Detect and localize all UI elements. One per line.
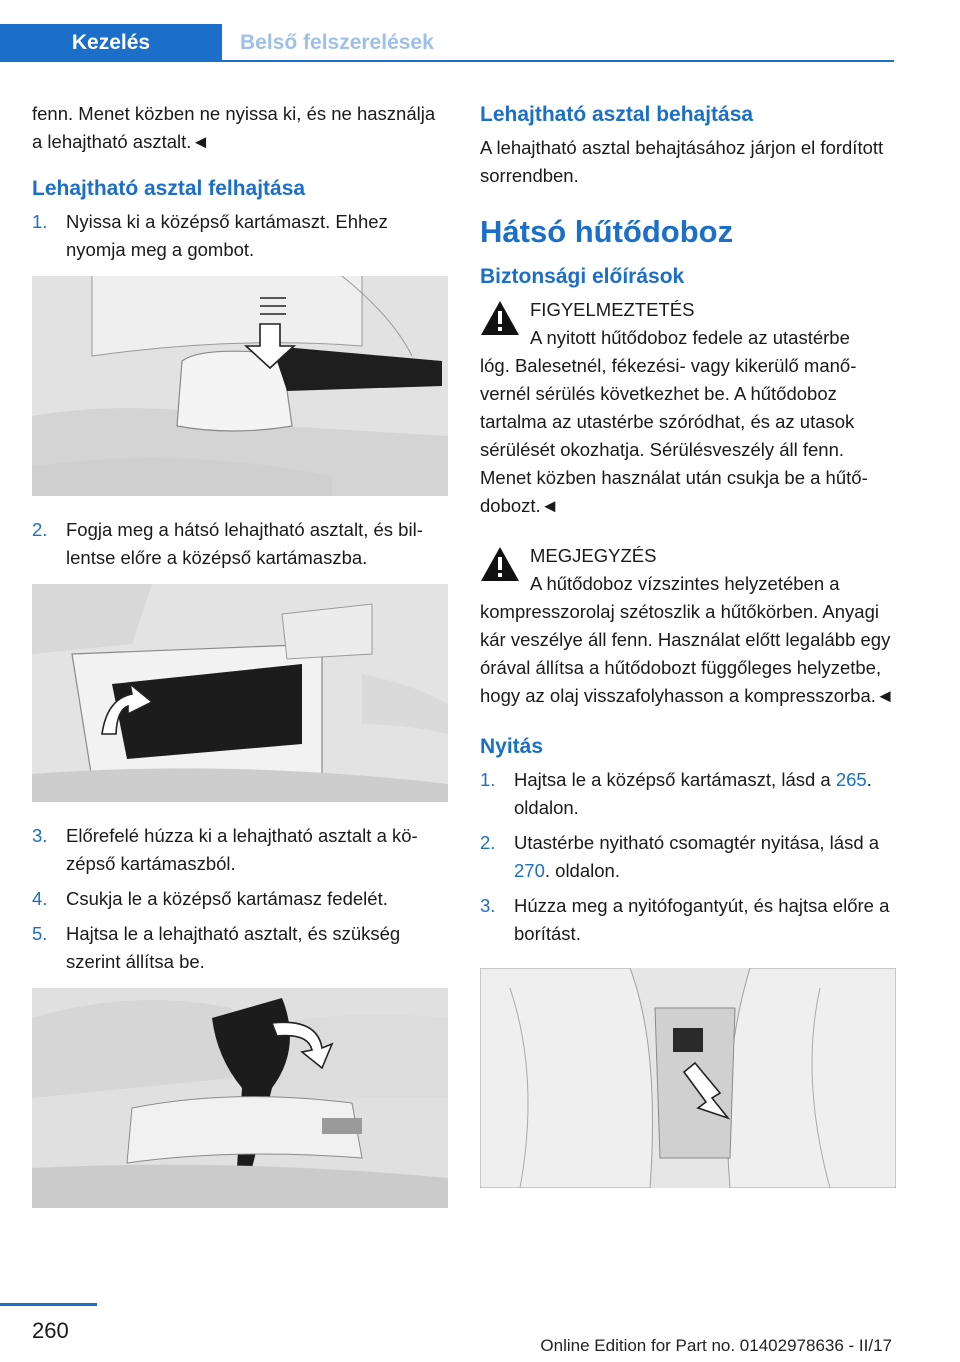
table-tilt-image: [32, 584, 448, 802]
left-column: [32, 100, 450, 1228]
table-tilt-illustration: [32, 584, 448, 802]
intro-paragraph: fenn. Menet közben ne nyissa ki, és ne használja a lehajtható asztalt.◄: [32, 103, 436, 152]
open-heading: Nyitás: [480, 735, 544, 758]
list-item: 3. Húzza meg a nyitófogantyút, és hajtsa előre a borítást.: [480, 895, 890, 944]
section-title: Hátsó hűtődoboz: [480, 214, 734, 249]
armrest-button-illustration: [32, 276, 448, 496]
tab-kezeles[interactable]: Kezelés: [0, 24, 222, 62]
list-item: 4. Csukja le a középső kartámasz fedelét.: [32, 888, 388, 909]
heading-unfold: Lehajtható asztal felhajtása: [32, 177, 306, 200]
edition-note: Online Edition for Part no. 01402978636 - II/17: [540, 1336, 892, 1355]
list-item: 2. Fogja meg a hátsó lehajtható asztalt, és billentse előre a középső kartámaszba.: [32, 519, 423, 568]
warning-block: [480, 296, 898, 520]
cooler-open-illustration: [480, 968, 896, 1188]
note-block: [480, 542, 898, 710]
page-link-270[interactable]: 270: [514, 860, 545, 881]
unfold-steps-b: [32, 516, 450, 572]
warning-lead: A nyitott hűtődoboz fedele az utastérbe: [530, 327, 850, 348]
note-lead: A hűtődoboz vízszintes helyzetében a: [530, 573, 840, 594]
list-item: 2. Utastérbe nyitható csomagtér nyitása, lásd a 270. oldalon.: [480, 832, 880, 881]
warning-body: lóg. Balesetnél, fékezési- vagy kikerülő manővernél sérülés következhet be. A hűtődoboz tartalma az utastérbe szóródhat, és az utasok sérülését okozhatja. Sérülésveszély áll fenn. Menet közben használat után csukja be a hűtődobozt.◄: [480, 355, 868, 516]
page-number: 260: [32, 1318, 69, 1343]
footer-divider: [0, 1303, 97, 1306]
armrest-button-image: [32, 276, 448, 496]
note-body: kompresszorolaj szétoszlik a hűtőkörben. Anyagi kár veszélye áll fenn. Használat előtt legalább egy órával állítsa a hűtődobozt függőleges helyzetbe, hogy az olaj visszafolyhasson a kompresszorba.◄: [480, 601, 895, 706]
safety-heading: Biztonsági előírások: [480, 265, 685, 288]
list-item: 1. Hajtsa le a középső kartámaszt, lásd a 265. oldalon.: [480, 769, 872, 818]
open-steps: [480, 766, 898, 948]
unfold-steps-a: [32, 208, 450, 264]
list-item: 1. Nyissa ki a középső kartámaszt. Ehhez nyomja meg a gombot.: [32, 211, 388, 260]
cooler-open-image: [480, 968, 896, 1188]
unfold-steps-c: [32, 822, 450, 976]
note-title: MEGJEGYZÉS: [530, 545, 657, 566]
page-link-265[interactable]: 265: [835, 769, 867, 790]
heading-fold: Lehajtható asztal behajtása: [480, 103, 754, 126]
warning-triangle-icon: [480, 300, 520, 336]
fold-paragraph: A lehajtható asztal behajtásához járjon el fordított sorrendben.: [480, 137, 884, 186]
warning-triangle-icon: [480, 546, 520, 582]
table-adjust-image: [32, 988, 448, 1208]
list-item: 3. Előrefelé húzza ki a lehajtható asztalt a középső kartámaszból.: [32, 825, 418, 874]
tab-belso-felszerelesek[interactable]: Belső felszerelések: [240, 31, 434, 54]
list-item: 5. Hajtsa le a lehajtható asztalt, és szükség szerint állítsa be.: [32, 923, 401, 972]
right-column: [480, 100, 898, 1208]
table-adjust-illustration: [32, 988, 448, 1208]
header-divider: [222, 60, 894, 62]
header-bar: [0, 0, 960, 62]
warning-title: FIGYELMEZTETÉS: [530, 299, 695, 320]
